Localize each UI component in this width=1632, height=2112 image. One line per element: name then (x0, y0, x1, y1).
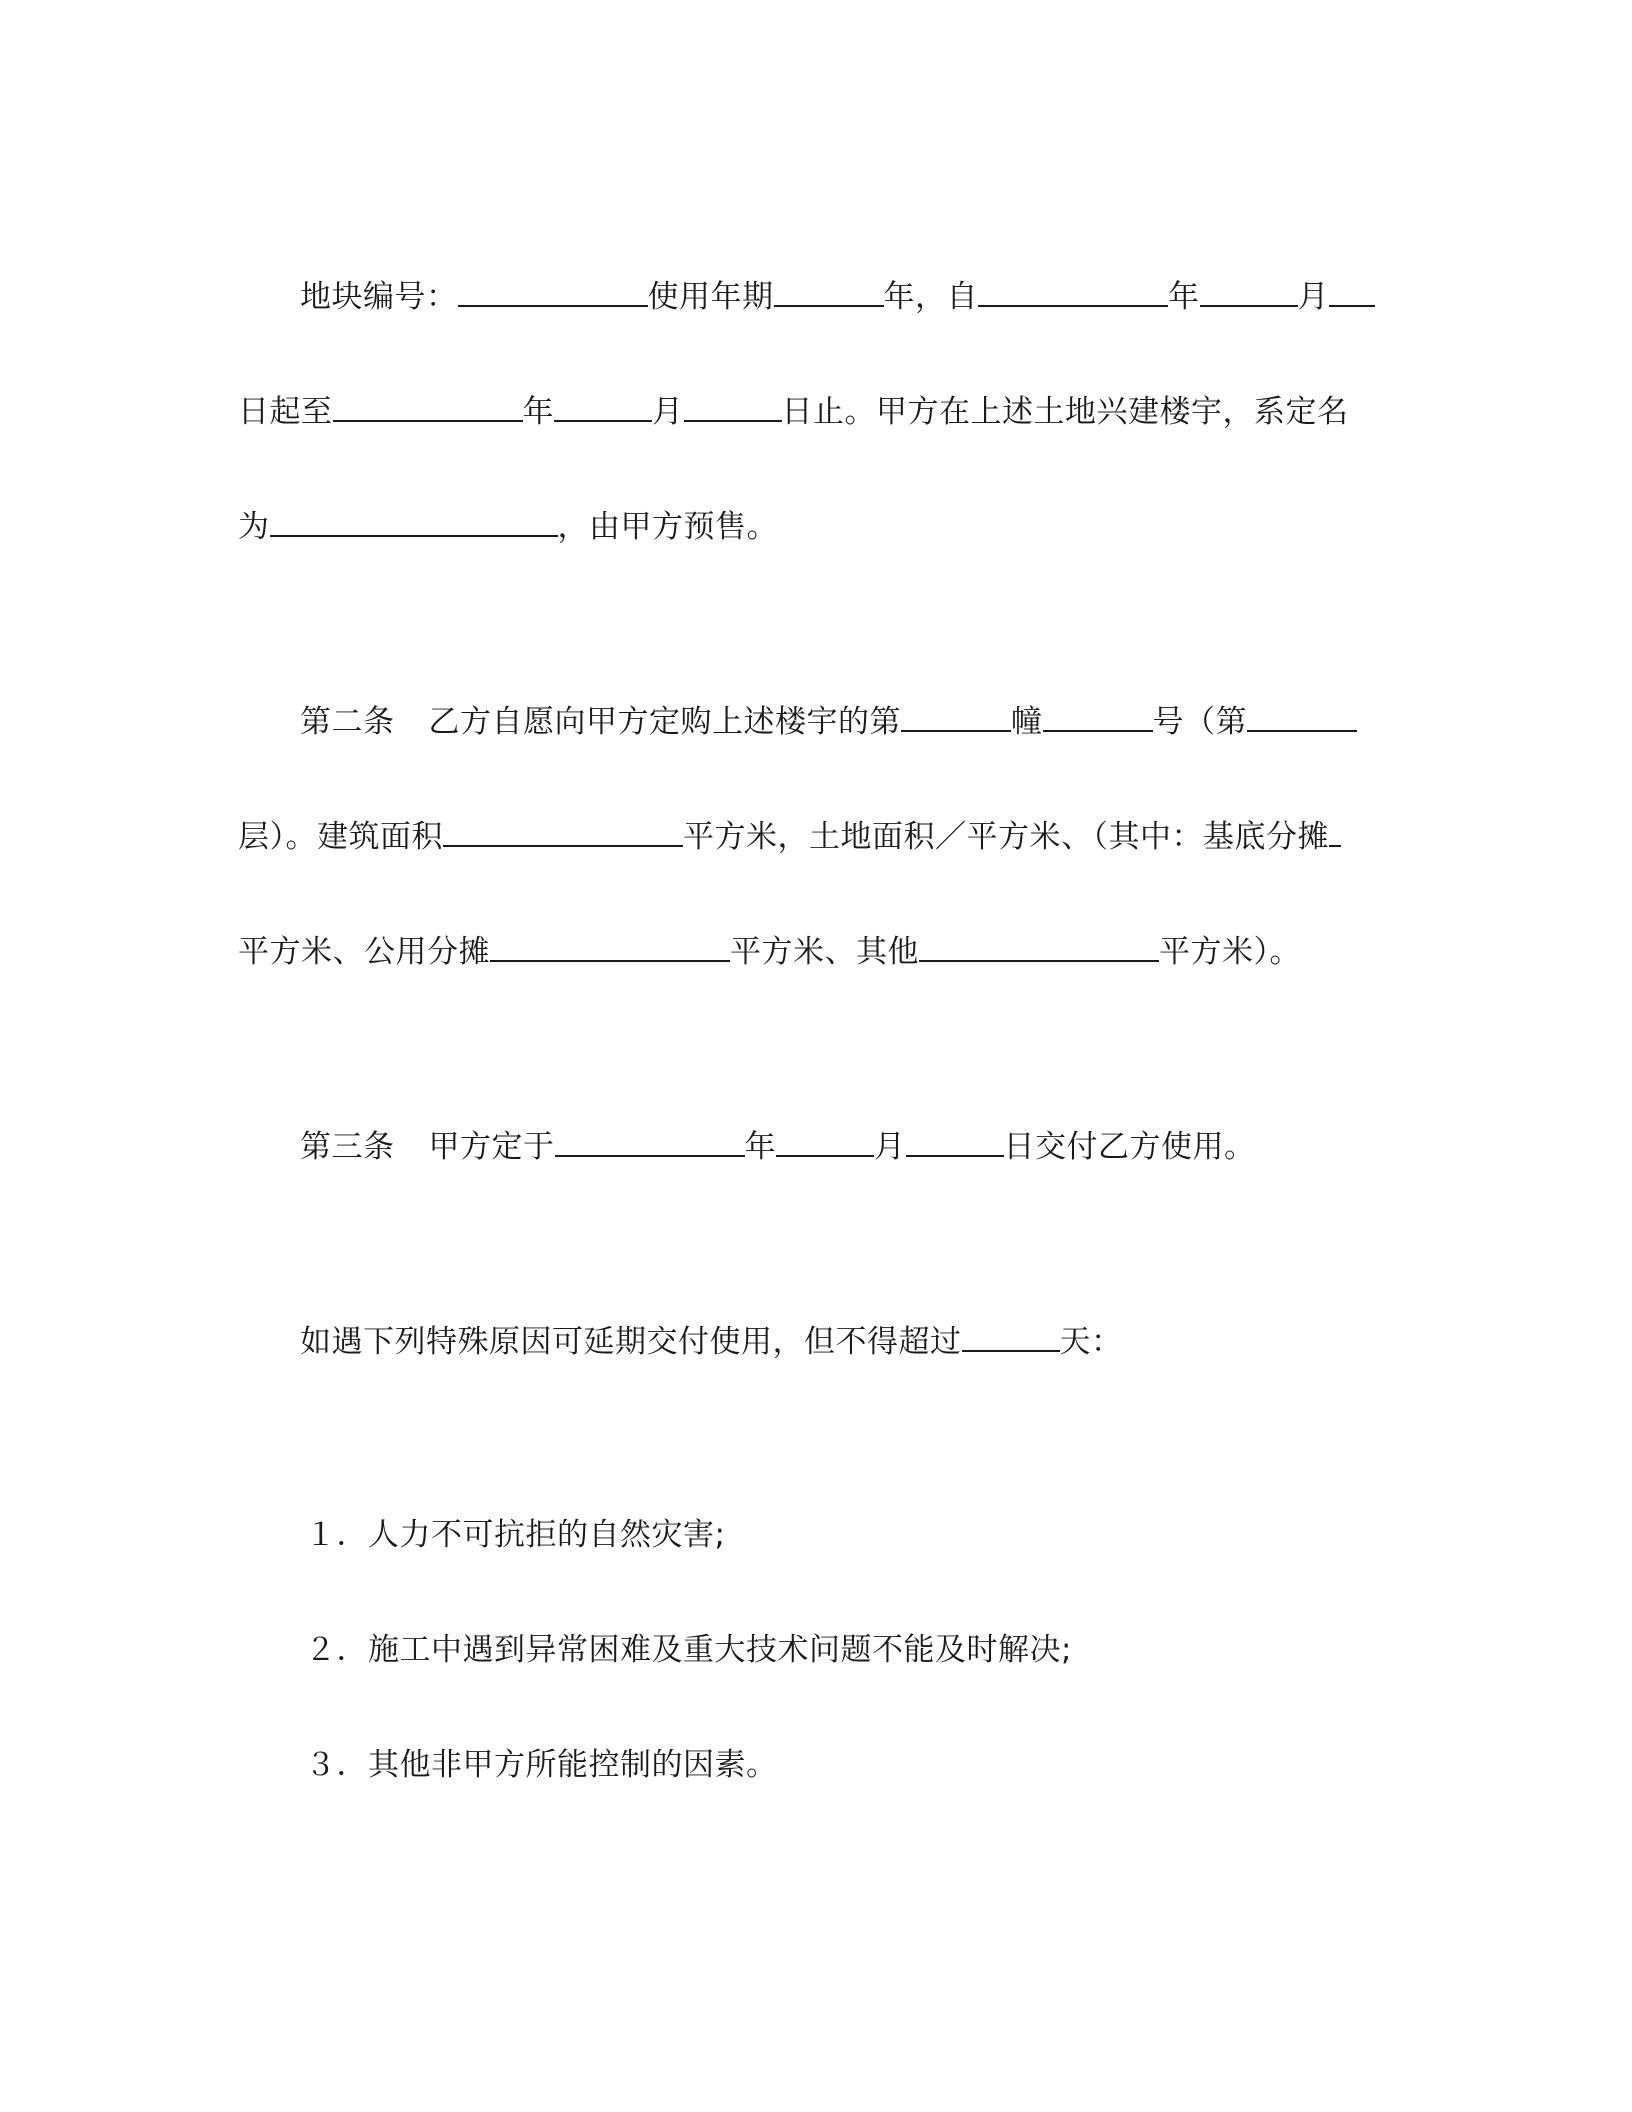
base-share-blank (1329, 815, 1341, 847)
month-label: 月 (652, 394, 684, 430)
year-label: 年 (744, 1129, 776, 1165)
list-item-text: ２．施工中遇到异常困难及重大技术问题不能及时解决; (305, 1632, 1072, 1668)
building-label: 幢 (1011, 704, 1043, 740)
delivery-year-blank (555, 1125, 745, 1157)
delivery-label: 甲方定于 (428, 1129, 555, 1165)
clause1-line2 (238, 390, 1349, 432)
start-year-blank (978, 275, 1168, 307)
public-share-label: 平方米、公用分摊 (238, 934, 490, 970)
clause2-line1 (300, 700, 1357, 742)
start-month-blank (1200, 275, 1298, 307)
clause2-line3 (238, 930, 1301, 972)
clause2-heading: 第二条 (300, 704, 395, 740)
delay-line (300, 1320, 1123, 1362)
public-share-blank (490, 930, 730, 962)
until-label: 日起至 (238, 394, 333, 430)
purchase-text: 乙方自愿向甲方定购上述楼宇的第 (428, 704, 901, 740)
unit-number-blank (1043, 700, 1153, 732)
building-name-blank (270, 505, 558, 537)
clause1-line3 (238, 505, 778, 547)
end-day-blank (684, 390, 782, 422)
start-day-blank (1329, 275, 1375, 307)
delivery-day-blank (906, 1125, 1004, 1157)
year-label: 年 (522, 394, 554, 430)
end-year-blank (333, 390, 523, 422)
other-label: 平方米、其他 (730, 934, 919, 970)
from-label: 年，自 (883, 279, 978, 315)
floor-number-blank (1247, 700, 1357, 732)
use-term-label: 使用年期 (647, 279, 774, 315)
month-label: 月 (874, 1129, 906, 1165)
list-item (305, 1515, 725, 1555)
presale-text: ，由甲方预售。 (557, 509, 778, 545)
floor-area-label: 层）。建筑面积 (238, 819, 443, 855)
delay-days-blank (962, 1320, 1060, 1352)
clause1-line1 (300, 275, 1375, 317)
year-label: 年 (1168, 279, 1200, 315)
building-number-blank (901, 700, 1011, 732)
delay-text: 如遇下列特殊原因可延期交付使用，但不得超过 (300, 1324, 962, 1360)
end-month-blank (554, 390, 652, 422)
list-item (305, 1745, 778, 1785)
floor-area-blank (443, 815, 683, 847)
month-label: 月 (1297, 279, 1329, 315)
list-item-text: １．人力不可抗拒的自然灾害; (305, 1517, 726, 1553)
list-item (305, 1630, 1072, 1670)
named-as-label: 为 (238, 509, 270, 545)
clause3-line1 (300, 1125, 1256, 1167)
clause3-heading: 第三条 (300, 1129, 395, 1165)
list-item-text: ３．其他非甲方所能控制的因素。 (305, 1747, 778, 1783)
use-term-blank (774, 275, 884, 307)
sqm-close-label: 平方米）。 (1159, 934, 1301, 970)
building-naming-text: 日止。甲方在上述土地兴建楼宇，系定名 (781, 394, 1349, 430)
land-area-text: 平方米，土地面积／平方米、（其中：基底分摊 (683, 819, 1329, 855)
unit-label: 号（第 (1152, 704, 1247, 740)
delivery-text: 日交付乙方使用。 (1003, 1129, 1256, 1165)
delivery-month-blank (776, 1125, 874, 1157)
clause2-line2 (238, 815, 1341, 857)
days-label: 天： (1059, 1324, 1123, 1360)
land-number-label: 地块编号： (300, 279, 458, 315)
other-area-blank (919, 930, 1159, 962)
land-number-blank (458, 275, 648, 307)
